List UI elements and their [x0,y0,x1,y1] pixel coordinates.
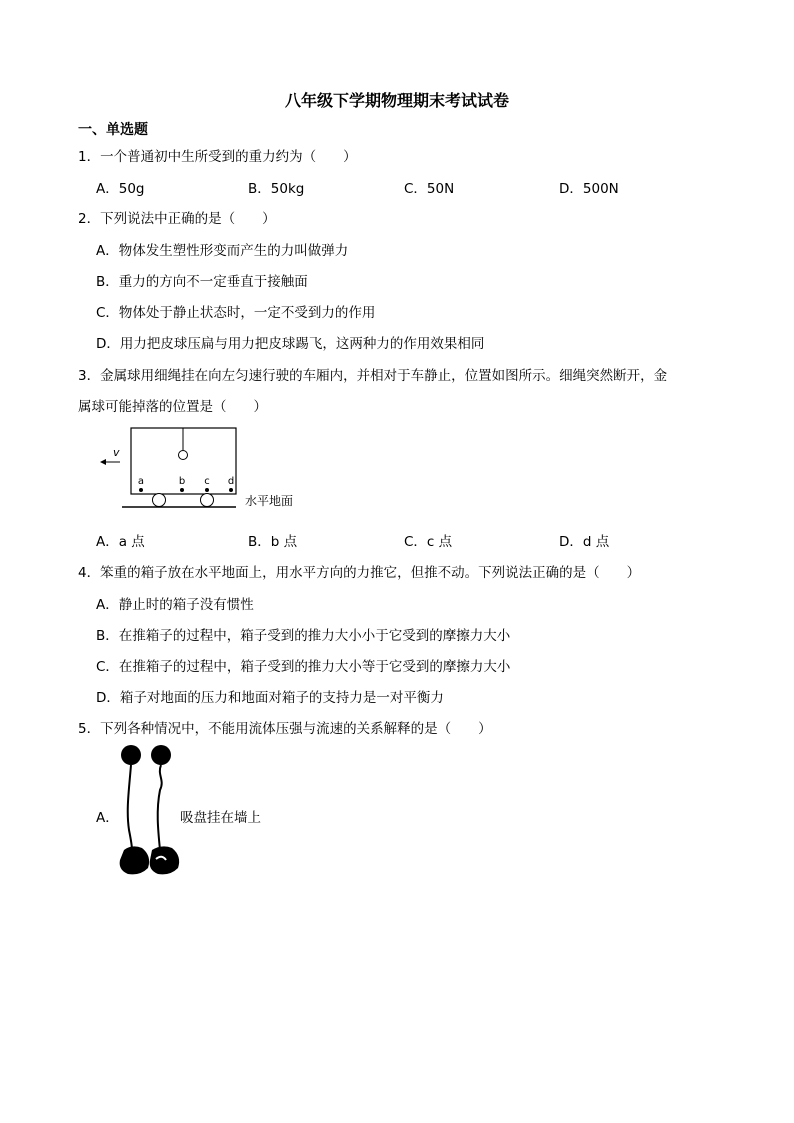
q4-option-a[interactable]: A．静止时的箱子没有惯性 [96,597,254,613]
ground-label: 水平地面 [245,494,294,508]
q1-option-c[interactable]: C．50N [404,181,455,197]
question-2-stem: 2．下列说法中正确的是（ ） [78,211,276,227]
question-3-stem-line2: 属球可能掉落的位置是（ ） [78,399,267,415]
point-a [139,488,143,492]
q2-option-c[interactable]: C．物体处于静止状态时，一定不受到力的作用 [96,305,376,321]
point-d [229,488,233,492]
carriage-diagram [96,420,316,516]
point-label-b: b [178,476,186,487]
point-label-d: d [227,476,235,487]
q5-option-a-text: 吸盘挂在墙上 [180,810,261,826]
wheel-right [201,494,214,507]
left-string [128,765,132,850]
q3-option-a[interactable]: A．a 点 [96,534,145,550]
balloons-figure [114,740,186,880]
left-ball [121,745,141,765]
right-weight [150,846,179,874]
q5-option-a-letter[interactable]: A． [96,810,119,826]
q4-option-d[interactable]: D．箱子对地面的压力和地面对箱子的支持力是一对平衡力 [96,690,444,706]
velocity-label: v [113,446,120,459]
question-1-stem: 1．一个普通初中生所受到的重力约为（ ） [78,149,357,165]
q4-option-b[interactable]: B．在推箱子的过程中，箱子受到的推力大小小于它受到的摩擦力大小 [96,628,511,644]
point-label-a: a [137,476,145,487]
right-string [158,765,162,850]
question-5-stem: 5．下列各种情况中，不能用流体压强与流速的关系解释的是（ ） [78,721,492,737]
metal-ball [179,451,188,460]
wheel-left [153,494,166,507]
right-ball [151,745,171,765]
q1-option-d[interactable]: D．500N [559,181,619,197]
page-title: 八年级下学期物理期末考试试卷 [284,91,509,110]
q3-option-c[interactable]: C．c 点 [404,534,453,550]
point-label-c: c [204,476,210,487]
point-b [180,488,184,492]
q1-option-b[interactable]: B．50kg [248,181,305,197]
point-c [205,488,209,492]
arrowhead-left-icon [100,459,106,465]
question-4-stem: 4．笨重的箱子放在水平地面上，用水平方向的力推它，但推不动。下列说法正确的是（ ） [78,565,641,581]
question-3-stem-line1: 3．金属球用细绳挂在向左匀速行驶的车厢内，并相对于车静止，位置如图所示。细绳突然断开，金 [78,368,668,384]
left-weight [120,846,149,874]
q2-option-b[interactable]: B．重力的方向不一定垂直于接触面 [96,274,308,290]
section-heading: 一、单选题 [78,122,148,138]
q2-option-a[interactable]: A．物体发生塑性形变而产生的力叫做弹力 [96,243,349,259]
q3-option-b[interactable]: B．b 点 [248,534,298,550]
q1-option-a[interactable]: A．50g [96,181,145,197]
q4-option-c[interactable]: C．在推箱子的过程中，箱子受到的推力大小等于它受到的摩擦力大小 [96,659,511,675]
q3-option-d[interactable]: D．d 点 [559,534,610,550]
q2-option-d[interactable]: D．用力把皮球压扁与用力把皮球踢飞，这两种力的作用效果相同 [96,336,485,352]
